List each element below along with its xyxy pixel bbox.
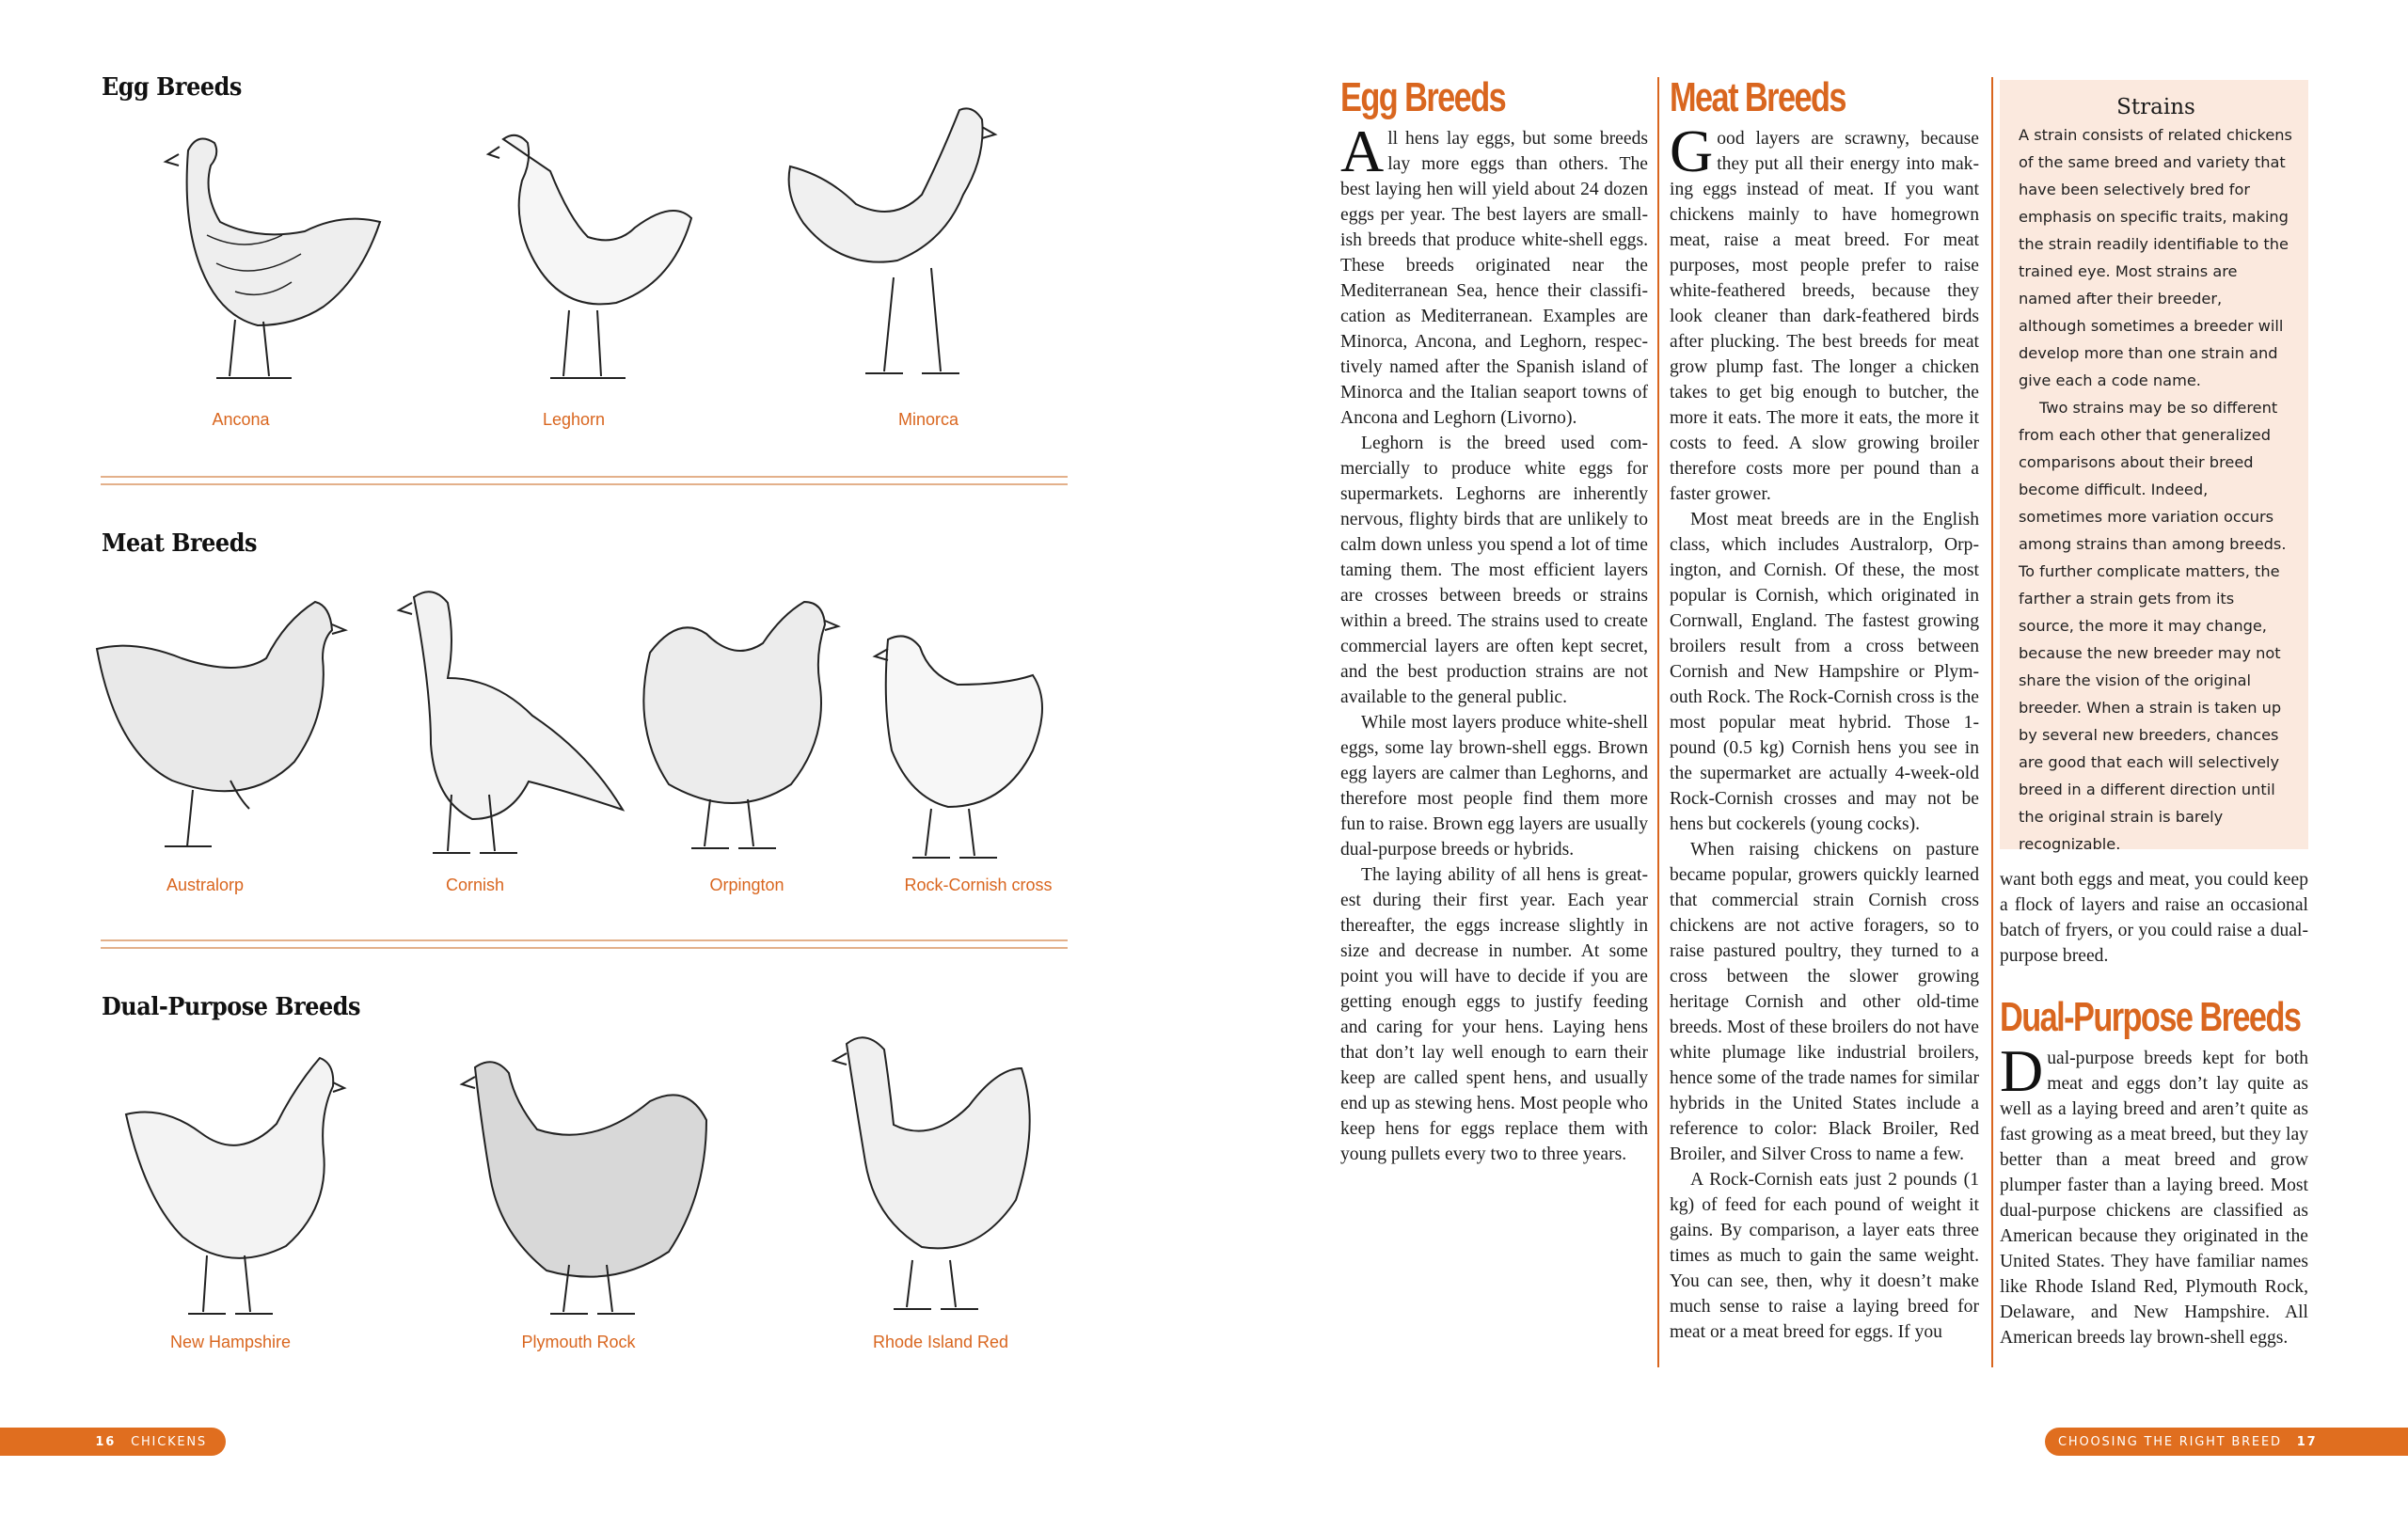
chicken-illustration-ancona <box>150 122 395 395</box>
chicken-illustration-leghorn <box>466 122 720 395</box>
breed-label-orpington: Orpington <box>709 876 784 894</box>
paragraph: While most layers produce white-shell eggs, some lay brown-shell eggs. Brown egg layers are calmer than Leghorns, and therefore most people find them more fun to raise. Brown egg layers are usually dual-purpose breeds or hybrids. <box>1340 713 1648 860</box>
paragraph: All hens lay eggs, but some breeds lay more eggs than others. The best laying hen will yield about 24 dozen eggs per year. The best layers are smallish breeds that produce white-shell eggs. These breeds originated near the Mediterranean Sea, hence their classification as Mediterranean. Examples are Minorca, Ancona, and Leghorn, respectively named after the Spanish island of Minorca and the Italian seaport towns of Ancona and Leghorn (Livorno). <box>1340 118 1648 428</box>
chicken-illustration-plymouth-rock <box>447 1049 720 1321</box>
footer-folio-left <box>0 1428 226 1456</box>
sidebar-strains <box>2000 80 2308 853</box>
breed-label-rhode-island-red: Rhode Island Red <box>872 1333 1009 1351</box>
page-number: 17 <box>2296 1434 2318 1449</box>
chicken-illustration-australorp <box>89 583 353 865</box>
sidebar-title: Strains <box>2116 95 2195 119</box>
paragraph: When raising chickens on pasture became popular, growers quickly learned that commercial strain Cornish cross chickens are not active foragers, so to raise pastured poultry, they turned to a cross between the slower growing heritage Cornish and other old-time breeds. Most of these broilers do not have white plumage like industrial broilers, hence some of the trade names for similar hybrids in the United States include a reference to color: Black Broiler, Red Broiler, and Silver Cross to name a few. <box>1670 840 1979 1164</box>
dropcap: D <box>2000 1037 2044 1104</box>
breed-label-rock-cornish-cross: Rock-Cornish cross <box>904 876 1053 894</box>
chicken-illustration-new-hampshire <box>113 1049 348 1321</box>
paragraph-continuation: want both eggs and meat, you could keep a flock of layers and raise an occasional batch of fryers, or you could raise a dual-purpose breed. <box>2000 870 2308 966</box>
chicken-illustration-minorca <box>771 99 1044 395</box>
breed-label-ancona: Ancona <box>212 410 270 429</box>
running-head: CHICKENS <box>131 1434 207 1449</box>
sidebar-paragraph: A strain consists of related chickens of the same breed and variety that have been selectively bred for emphasis on specific traits, making the strain readily identifiable to the trained eye. Most strains are named after their breeder, although sometimes a breeder will develop more than one strain and give each a code name. <box>2019 126 2292 389</box>
paragraph: Leghorn is the breed used commercially to produce white eggs for supermarkets. Leghorns are inherently nervous, flighty birds that are unlikely to calm down unless you spend a lot of time taming them. The most efficient layers are crosses between breeds or strains within a breed. The strains used to create commercial layers are often kept secret, and the best production strains are not available to the general public. <box>1340 434 1648 707</box>
paragraph: Good layers are scrawny, because they put all their energy into making eggs instead of meat. If you want chickens mainly to have homegrown meat, raise a meat breed. For meat purposes, most people prefer to raise white-feathered breeds, because they look cleaner than dark-feathered birds after plucking. The best breeds for meat grow plump fast. The longer a chicken takes to get big enough to butcher, the more it eats. The more it eats, the more it costs to feed. A slow growing broiler therefore costs more per pound than a faster grower. <box>1670 118 1979 504</box>
chicken-illustration-cornish <box>386 578 630 865</box>
breed-label-leghorn: Leghorn <box>542 410 606 429</box>
plate-heading-meat-breeds: Meat Breeds <box>102 529 257 558</box>
chicken-illustration-rhode-island-red <box>818 1025 1044 1321</box>
column-divider <box>1991 77 1993 1367</box>
breed-label-cornish: Cornish <box>445 876 505 894</box>
column-meat-breeds <box>1670 73 1979 1345</box>
breed-label-plymouth-rock: Plymouth Rock <box>521 1333 636 1351</box>
section-divider-rule <box>101 939 1068 949</box>
footer-folio-right <box>2045 1428 2408 1456</box>
column-dual-purpose <box>2000 867 2308 1350</box>
plate-heading-egg-breeds: Egg Breeds <box>102 73 242 102</box>
dropcap: G <box>1670 118 1714 184</box>
column-egg-breeds <box>1340 73 1648 1167</box>
section-divider-rule <box>101 476 1068 485</box>
breed-label-minorca: Minorca <box>897 410 959 429</box>
page-number: 16 <box>95 1434 117 1449</box>
running-head: CHOOSING THE RIGHT BREED <box>2058 1434 2282 1449</box>
section-title-egg-breeds: Egg Breeds <box>1340 74 1506 120</box>
breed-label-new-hampshire: New Hampshire <box>169 1333 292 1351</box>
chicken-illustration-rock-cornish-cross <box>865 621 1054 865</box>
dropcap: A <box>1340 118 1385 184</box>
paragraph: A Rock-Cornish eats just 2 pounds (1 kg) of feed for each pound of weight it gains. By comparison, a layer eats three times as much to gain the same weight. You can see, then, why it doesn’t make much sense to raise a laying breed for meat or a meat breed for eggs. If you <box>1670 1170 1979 1342</box>
chicken-illustration-orpington <box>626 583 842 865</box>
section-title-dual-purpose-breeds: Dual-Purpose Breeds <box>2000 994 2301 1040</box>
sidebar-paragraph: Two strains may be so different from each other that generalized comparisons about their breed become difficult. Indeed, sometimes more variation occurs among strains than among breeds. To further complicate matters, the farther a strain gets from its source, the more it may change, because the new breeder may not share the vision of the original breeder. When a strain is taken up by several new breeders, chances are good that each will selectively breed in a different direction until the original strain is barely recognizable. <box>2019 399 2287 853</box>
paragraph: Dual-purpose breeds kept for both meat and eggs don’t lay quite as well as a laying breed and aren’t quite as fast growing as a meat breed, but they lay better than a meat breed and grow plumper faster than a laying breed. Most dual-purpose chickens are classified as American because they originated in the United States. They have familiar names like Rhode Island Red, Plymouth Rock, Delaware, and New Hampshire. All American breeds lay brown-shell eggs. <box>2000 1037 2308 1348</box>
breed-label-australorp: Australorp <box>166 876 245 894</box>
paragraph: The laying ability of all hens is greatest during their first year. Each year thereafter, the eggs increase slightly in size and decrease in number. At some point you will have to decide if you are getting enough eggs to justify feeding and caring for your hens. Laying hens that don’t lay well enough to earn their keep are called spent hens, and usually end up as stewing hens. Most people who keep hens for eggs replace them with young pullets every two to three years. <box>1340 865 1648 1164</box>
plate-heading-dual-purpose-breeds: Dual-Purpose Breeds <box>102 993 361 1021</box>
paragraph: Most meat breeds are in the English class, which includes Australorp, Orpington, and Cornish. Of these, the most popular is Cornish, which originated in Cornwall, England. The fastest growing broilers result from a cross between Cornish and New Hampshire or Plymouth Rock. The Rock-Cornish cross is the most popular meat hybrid. Those 1-pound (0.5 kg) Cornish hens you see in the supermarket are actually 4-week-old Rock-Cornish crosses and may not be hens but cockerels (young cocks). <box>1670 510 1979 834</box>
section-title-meat-breeds: Meat Breeds <box>1670 74 1846 120</box>
column-divider <box>1657 77 1659 1367</box>
